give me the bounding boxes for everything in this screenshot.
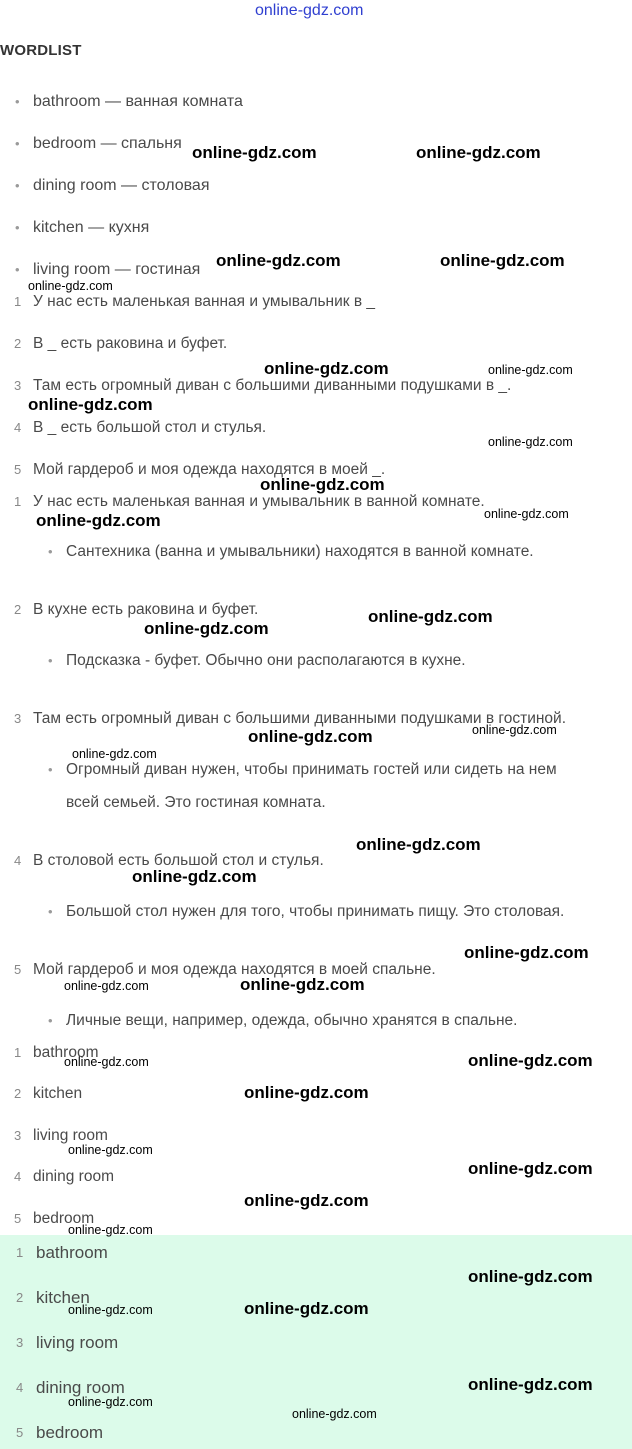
question-text: В _ есть раковина и буфет. [33, 335, 228, 352]
watermark: online-gdz.com [468, 1267, 593, 1286]
watermark: online-gdz.com [468, 1159, 593, 1178]
explanation-text: В столовой есть большой стол и стулья. [33, 852, 324, 869]
highlighted-answer-text: dining room [36, 1378, 125, 1397]
watermark: online-gdz.com [264, 359, 389, 378]
highlighted-answer-text: bedroom [36, 1423, 104, 1442]
watermark: online-gdz.com [244, 1299, 369, 1318]
wordlist-item: • bathroom — ванная комната [33, 93, 243, 111]
watermark: online-gdz.com [36, 511, 161, 530]
question-number: 5 [14, 462, 22, 477]
watermark: online-gdz.com [484, 507, 569, 521]
watermark: online-gdz.com [244, 1191, 369, 1210]
watermark: online-gdz.com [240, 975, 365, 994]
answer-number: 2 [14, 1086, 22, 1101]
highlighted-answer-number: 2 [16, 1290, 24, 1305]
watermark: online-gdz.com [488, 435, 573, 449]
watermark: online-gdz.com [192, 143, 317, 162]
watermark: online-gdz.com [144, 619, 269, 638]
highlighted-answer-text: living room [36, 1333, 119, 1352]
watermark: online-gdz.com [68, 1395, 153, 1409]
watermark: online-gdz.com [68, 1143, 153, 1157]
watermark: online-gdz.com [132, 867, 257, 886]
watermark: online-gdz.com [356, 835, 481, 854]
answer-number: 4 [14, 1169, 22, 1184]
explanation-number: 5 [14, 962, 22, 977]
watermark: online-gdz.com [416, 143, 541, 162]
question-number: 1 [14, 294, 22, 309]
watermark: online-gdz.com [292, 1407, 377, 1421]
watermark: online-gdz.com [468, 1375, 593, 1394]
question-text: В _ есть большой стол и стулья. [33, 419, 267, 436]
question-text: У нас есть маленькая ванная и умывальник в _ [33, 293, 375, 310]
watermark: online-gdz.com [468, 1051, 593, 1070]
watermark: online-gdz.com [368, 607, 493, 626]
answer-text: bathroom [33, 1044, 99, 1061]
answer-text: bedroom [33, 1210, 95, 1227]
explanation-hint: • Личные вещи, например, одежда, обычно хранятся в спальне. [66, 1012, 517, 1030]
watermark: online-gdz.com [64, 1055, 149, 1069]
question-number: 4 [14, 420, 22, 435]
watermark: online-gdz.com [216, 251, 341, 270]
wordlist-item: • bedroom — спальня [33, 135, 182, 153]
highlighted-answer-number: 3 [16, 1335, 24, 1350]
explanation-number: 2 [14, 602, 22, 617]
answer-number: 5 [14, 1211, 22, 1226]
watermark: online-gdz.com [488, 363, 573, 377]
watermark: online-gdz.com [440, 251, 565, 270]
answer-text: living room [33, 1127, 108, 1144]
explanation-text: В кухне есть раковина и буфет. [33, 601, 259, 618]
explanation-hint: • Огромный диван нужен, чтобы принимать гостей или сидеть на нем [66, 761, 557, 779]
explanation-text: Там есть огромный диван с большими диванными подушками в гостиной. [33, 710, 566, 727]
watermark: online-gdz.com [244, 1083, 369, 1102]
question-number: 3 [14, 378, 22, 393]
explanation-text: У нас есть маленькая ванная и умывальник в ванной комнате. [33, 493, 485, 510]
wordlist-item: • living room — гостиная [33, 261, 200, 279]
highlighted-answer-number: 5 [16, 1425, 24, 1440]
watermark: online-gdz.com [28, 279, 113, 293]
explanation-number: 4 [14, 853, 22, 868]
explanation-number: 3 [14, 711, 22, 726]
answer-text: dining room [33, 1168, 114, 1185]
explanation-hint-continued: всей семьей. Это гостиная комната. [66, 794, 326, 811]
wordlist-item: • kitchen — кухня [33, 219, 149, 237]
watermark: online-gdz.com [28, 395, 153, 414]
question-number: 2 [14, 336, 22, 351]
watermark: online-gdz.com [472, 723, 557, 737]
question-text: Там есть огромный диван с большими диванными подушками в _. [33, 377, 512, 394]
answer-number: 3 [14, 1128, 22, 1143]
highlighted-answer-text: kitchen [36, 1288, 90, 1307]
watermark: online-gdz.com [72, 747, 157, 761]
watermark: online-gdz.com [260, 475, 385, 494]
answer-text: kitchen [33, 1085, 83, 1102]
explanation-hint: • Большой стол нужен для того, чтобы принимать пищу. Это столовая. [66, 903, 564, 921]
watermark: online-gdz.com [248, 727, 373, 746]
answer-number: 1 [14, 1045, 22, 1060]
section-title: WORDLIST [0, 42, 82, 59]
watermark: online-gdz.com [64, 979, 149, 993]
watermark: online-gdz.com [68, 1223, 153, 1237]
highlighted-answer-number: 4 [16, 1380, 24, 1395]
wordlist-item: • dining room — столовая [33, 177, 209, 195]
explanation-hint: • Подсказка - буфет. Обычно они располагаются в кухне. [66, 652, 466, 670]
explanation-text: Мой гардероб и моя одежда находятся в моей спальне. [33, 961, 436, 978]
question-text: Мой гардероб и моя одежда находятся в моей _. [33, 461, 386, 478]
highlighted-answer-number: 1 [16, 1245, 24, 1260]
site-header-link[interactable]: online-gdz.com [255, 2, 364, 19]
explanation-number: 1 [14, 494, 22, 509]
highlighted-answer-text: bathroom [36, 1243, 108, 1262]
watermark: online-gdz.com [68, 1303, 153, 1317]
explanation-hint: • Сантехника (ванна и умывальники) находятся в ванной комнате. [66, 543, 534, 561]
watermark: online-gdz.com [464, 943, 589, 962]
